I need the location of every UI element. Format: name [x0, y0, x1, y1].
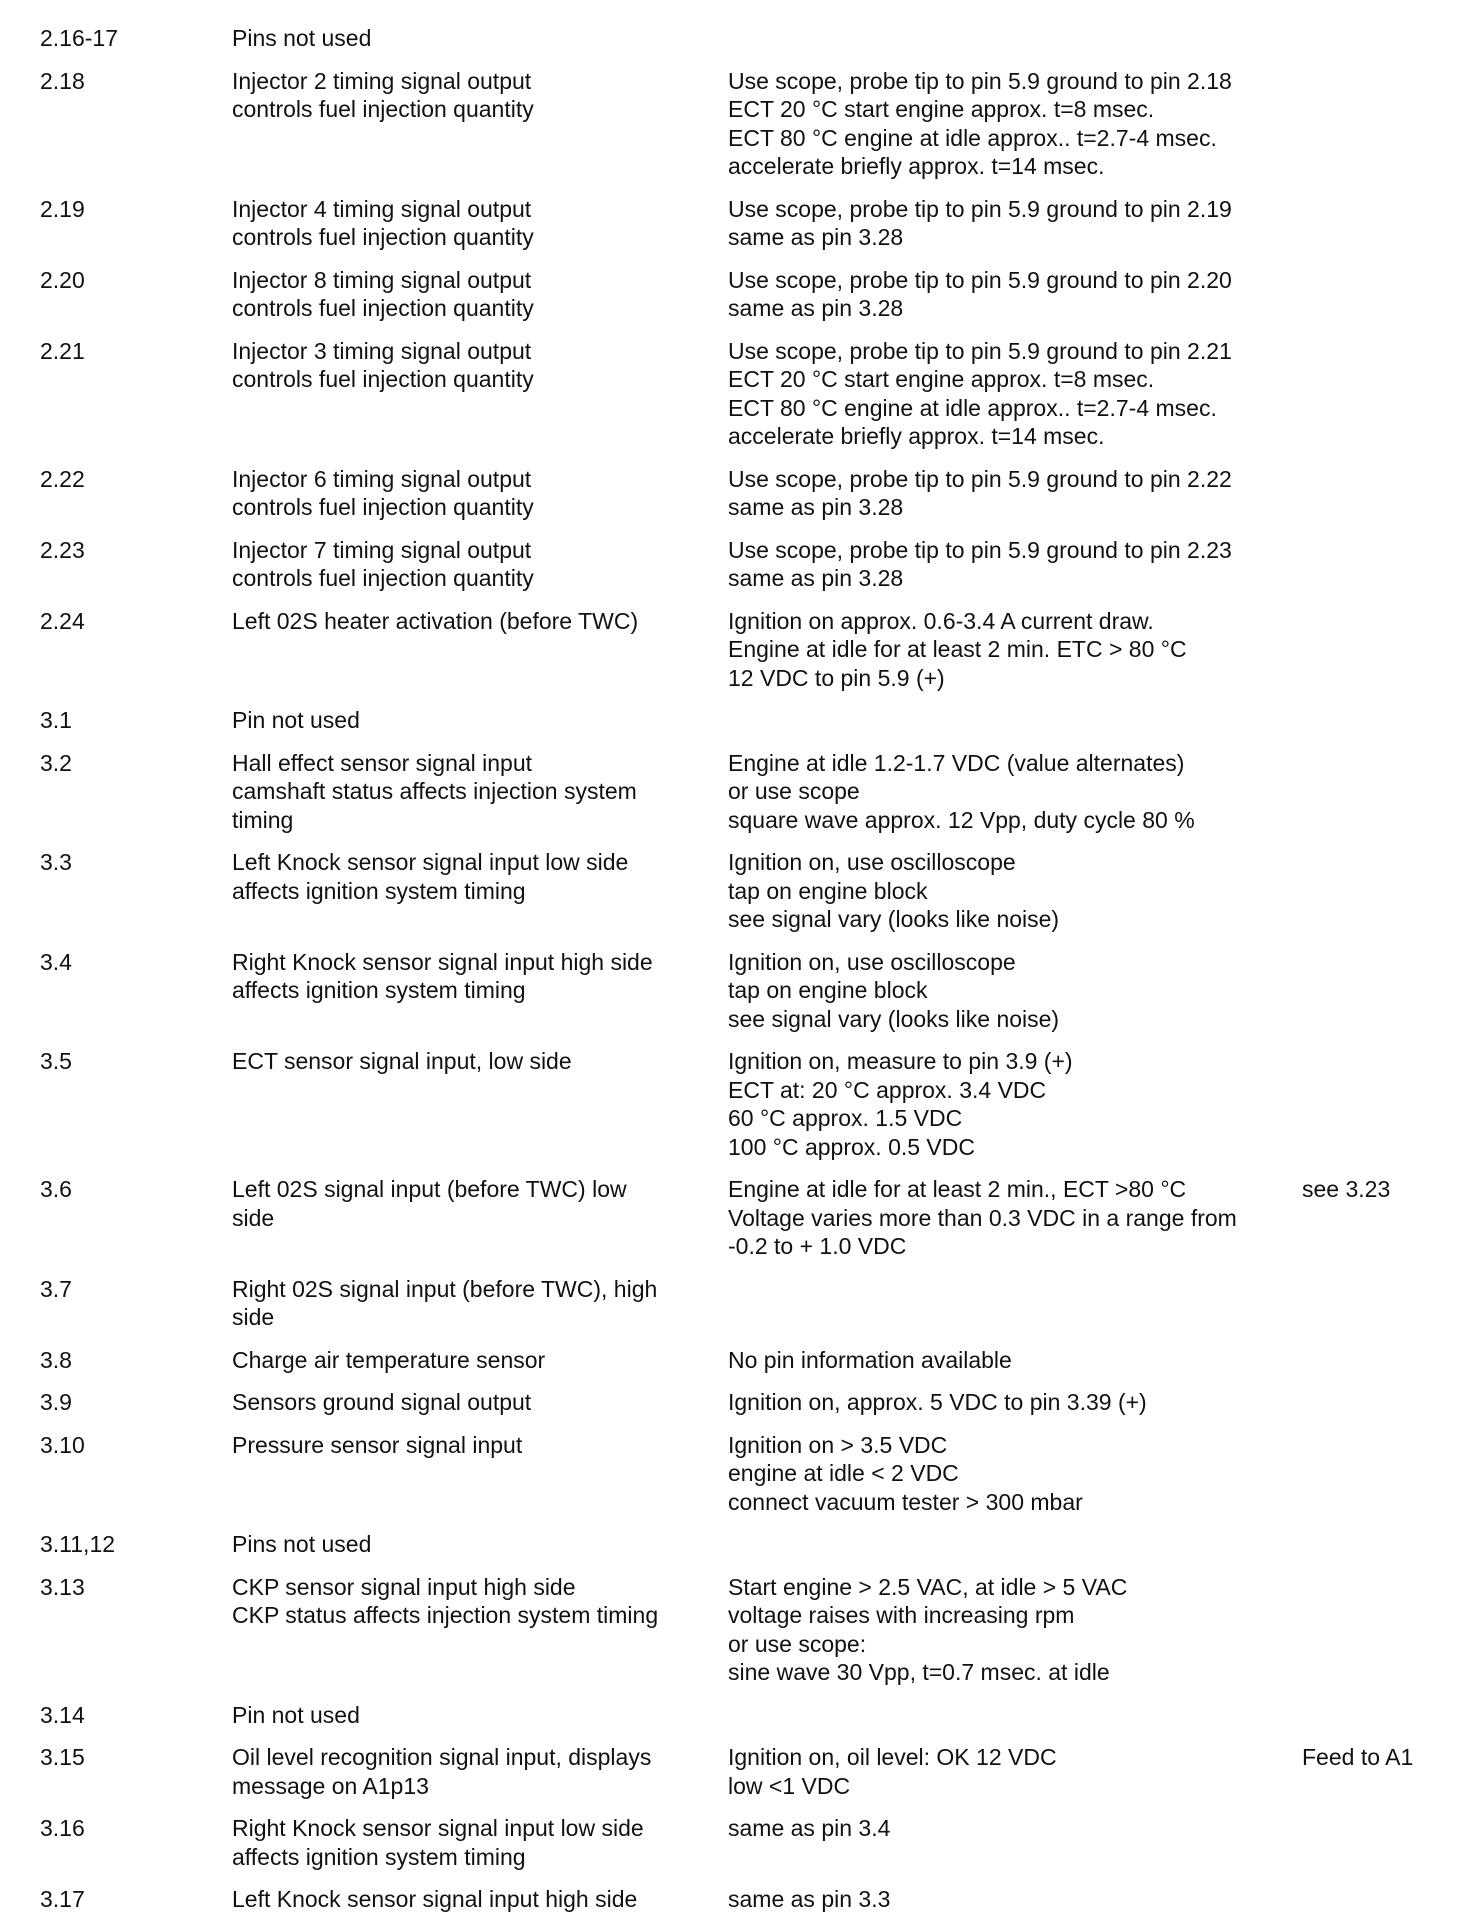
pin-note	[1302, 1573, 1460, 1687]
pin-test-procedure: Ignition on, approx. 5 VDC to pin 3.39 (+)	[728, 1389, 1147, 1415]
pin-number: 3.5	[40, 1048, 72, 1074]
pin-number: 3.10	[40, 1431, 85, 1458]
pin-number: 3.8	[40, 1346, 72, 1373]
table-row	[40, 24, 1460, 67]
pin-test-procedure: same as pin 3.3	[728, 1886, 891, 1912]
pin-test-procedure: Ignition on, measure to pin 3.9 (+) ECT at: 20 °C approx. 3.4 VDC 60 °C approx. 1.5 VDC 100 °C approx. 0.5 VDC	[728, 1048, 1073, 1160]
pin-note	[1302, 24, 1460, 53]
table-row	[40, 1275, 1460, 1346]
pin-note	[1302, 1388, 1460, 1417]
pin-number: 2.20	[40, 266, 85, 293]
table-row	[40, 195, 1460, 266]
table-row	[40, 749, 1460, 849]
pin-table	[40, 24, 1460, 1928]
pin-test-procedure: Ignition on > 3.5 VDC engine at idle < 2 VDC connect vacuum tester > 300 mbar	[728, 1431, 1083, 1515]
pin-note: Feed to A1	[1302, 1744, 1414, 1770]
pin-test-procedure: Use scope, probe tip to pin 5.9 ground to pin 2.21 ECT 20 °C start engine approx. t=8 msec. ECT 80 °C engine at idle approx.. t=2.7-4 msec. accelerate briefly approx. t=14 msec.	[728, 337, 1232, 449]
pin-note	[1302, 337, 1460, 451]
pin-test-procedure	[728, 1701, 1302, 1730]
pin-note	[1302, 1814, 1460, 1871]
pin-number: 3.16	[40, 1815, 85, 1841]
pin-description: Injector 3 timing signal output controls fuel injection quantity	[232, 337, 534, 392]
pin-note	[1302, 1275, 1460, 1332]
pin-description: Injector 6 timing signal output controls fuel injection quantity	[232, 465, 534, 520]
pin-number: 3.7	[40, 1275, 72, 1302]
pin-description: Pins not used	[232, 1531, 372, 1557]
pin-note	[1302, 465, 1460, 522]
pin-note	[1302, 1530, 1460, 1559]
pin-description: Right Knock sensor signal input low side affects ignition system timing	[232, 1815, 644, 1870]
pin-description: Left 02S signal input (before TWC) low side	[232, 1176, 627, 1231]
pin-note	[1302, 749, 1460, 835]
pin-test-procedure: Engine at idle 1.2-1.7 VDC (value alternates) or use scope square wave approx. 12 Vpp, duty cycle 80 %	[728, 749, 1195, 833]
pin-number: 3.4	[40, 948, 72, 975]
pin-note	[1302, 1701, 1460, 1730]
pin-note	[1302, 706, 1460, 735]
table-row	[40, 948, 1460, 1048]
pin-description: Injector 2 timing signal output controls fuel injection quantity	[232, 67, 534, 122]
pin-description: Pins not used	[232, 25, 372, 51]
table-row	[40, 1431, 1460, 1531]
table-row	[40, 1175, 1460, 1275]
table-row	[40, 266, 1460, 337]
pin-test-procedure	[728, 706, 1302, 735]
pin-description: ECT sensor signal input, low side	[232, 1048, 572, 1074]
pin-description: Pin not used	[232, 1701, 360, 1728]
table-row	[40, 1814, 1460, 1885]
table-row	[40, 1885, 1460, 1928]
pin-number: 3.11,12	[40, 1531, 116, 1557]
pin-description: Injector 8 timing signal output controls fuel injection quantity	[232, 266, 534, 321]
pin-number: 3.2	[40, 749, 72, 776]
pin-test-procedure: Ignition on, use oscilloscope tap on engine block see signal vary (looks like noise)	[728, 948, 1060, 1032]
pin-test-procedure: Use scope, probe tip to pin 5.9 ground to pin 2.22 same as pin 3.28	[728, 465, 1232, 520]
pin-test-procedure: No pin information available	[728, 1346, 1012, 1373]
table-row	[40, 536, 1460, 607]
pin-test-procedure	[728, 1275, 1302, 1332]
pin-number: 2.22	[40, 465, 85, 492]
pin-number: 3.9	[40, 1389, 72, 1415]
pin-note	[1302, 948, 1460, 1034]
pin-description: CKP sensor signal input high side CKP status affects injection system timing	[232, 1573, 659, 1628]
pin-description: Hall effect sensor signal input camshaft status affects injection system timing	[232, 749, 637, 833]
pin-number: 3.3	[40, 849, 72, 875]
pin-test-procedure: Ignition on, oil level: OK 12 VDC low <1 VDC	[728, 1744, 1057, 1799]
pin-description: Left Knock sensor signal input high side	[232, 1886, 638, 1912]
pin-test-procedure: Ignition on, use oscilloscope tap on engine block see signal vary (looks like noise)	[728, 849, 1060, 932]
pin-test-procedure	[728, 1530, 1302, 1559]
pin-description: Right 02S signal input (before TWC), high side	[232, 1275, 658, 1330]
pin-test-procedure: Use scope, probe tip to pin 5.9 ground to pin 2.18 ECT 20 °C start engine approx. t=8 msec. ECT 80 °C engine at idle approx.. t=2.7-4 msec. accelerate briefly approx. t=14 msec.	[728, 67, 1232, 179]
pin-description: Pin not used	[232, 707, 360, 733]
pin-test-procedure: Use scope, probe tip to pin 5.9 ground to pin 2.23 same as pin 3.28	[728, 536, 1232, 591]
pin-description: Sensors ground signal output	[232, 1389, 532, 1415]
table-row	[40, 1573, 1460, 1701]
pin-note	[1302, 195, 1460, 252]
table-row	[40, 67, 1460, 195]
pin-description: Oil level recognition signal input, displays message on A1p13	[232, 1744, 652, 1799]
pin-note	[1302, 266, 1460, 323]
pin-test-procedure: Ignition on approx. 0.6-3.4 A current draw. Engine at idle for at least 2 min. ETC > 80 °C 12 VDC to pin 5.9 (+)	[728, 607, 1187, 691]
pin-test-procedure: same as pin 3.4	[728, 1815, 891, 1841]
pin-number: 2.19	[40, 195, 85, 222]
table-row	[40, 1346, 1460, 1389]
pin-description: Left 02S heater activation (before TWC)	[232, 607, 639, 634]
pin-test-procedure: Start engine > 2.5 VAC, at idle > 5 VAC voltage raises with increasing rpm or use scope: sine wave 30 Vpp, t=0.7 msec. at idle	[728, 1573, 1128, 1685]
table-row	[40, 1743, 1460, 1814]
pin-description: Charge air temperature sensor	[232, 1346, 546, 1373]
pin-description: Injector 4 timing signal output controls fuel injection quantity	[232, 195, 534, 250]
pin-note	[1302, 536, 1460, 593]
pin-note	[1302, 67, 1460, 181]
pin-description: Injector 7 timing signal output controls fuel injection quantity	[232, 536, 534, 591]
pin-number: 3.1	[40, 707, 72, 733]
table-row	[40, 607, 1460, 707]
table-row	[40, 465, 1460, 536]
pin-number: 3.15	[40, 1744, 85, 1770]
pin-note: see 3.23	[1302, 1176, 1391, 1202]
pin-description: Pressure sensor signal input	[232, 1431, 523, 1458]
pin-note	[1302, 848, 1460, 934]
pin-number: 2.23	[40, 536, 85, 563]
pin-number: 2.16-17	[40, 25, 119, 51]
table-row	[40, 337, 1460, 465]
pin-note	[1302, 1346, 1460, 1375]
pin-description: Right Knock sensor signal input high side affects ignition system timing	[232, 948, 653, 1003]
pin-note	[1302, 1885, 1460, 1914]
table-row	[40, 1047, 1460, 1175]
table-row	[40, 1388, 1460, 1431]
table-row	[40, 1701, 1460, 1744]
pin-number: 2.24	[40, 607, 85, 634]
pin-number: 2.21	[40, 337, 85, 364]
pin-note	[1302, 607, 1460, 693]
pin-number: 3.13	[40, 1573, 85, 1600]
pin-number: 3.17	[40, 1886, 85, 1912]
table-row	[40, 1530, 1460, 1573]
pin-number: 3.14	[40, 1701, 85, 1728]
pin-number: 2.18	[40, 67, 85, 94]
pin-test-procedure: Engine at idle for at least 2 min., ECT >80 °C Voltage varies more than 0.3 VDC in a range from -0.2 to + 1.0 VDC	[728, 1176, 1237, 1259]
pin-note	[1302, 1047, 1460, 1161]
pin-note	[1302, 1431, 1460, 1517]
pin-test-procedure	[728, 24, 1302, 53]
pin-test-procedure: Use scope, probe tip to pin 5.9 ground to pin 2.19 same as pin 3.28	[728, 195, 1232, 250]
pin-number: 3.6	[40, 1176, 72, 1202]
table-row	[40, 706, 1460, 749]
pin-test-procedure: Use scope, probe tip to pin 5.9 ground to pin 2.20 same as pin 3.28	[728, 266, 1232, 321]
table-row	[40, 848, 1460, 948]
pin-description: Left Knock sensor signal input low side affects ignition system timing	[232, 849, 629, 904]
